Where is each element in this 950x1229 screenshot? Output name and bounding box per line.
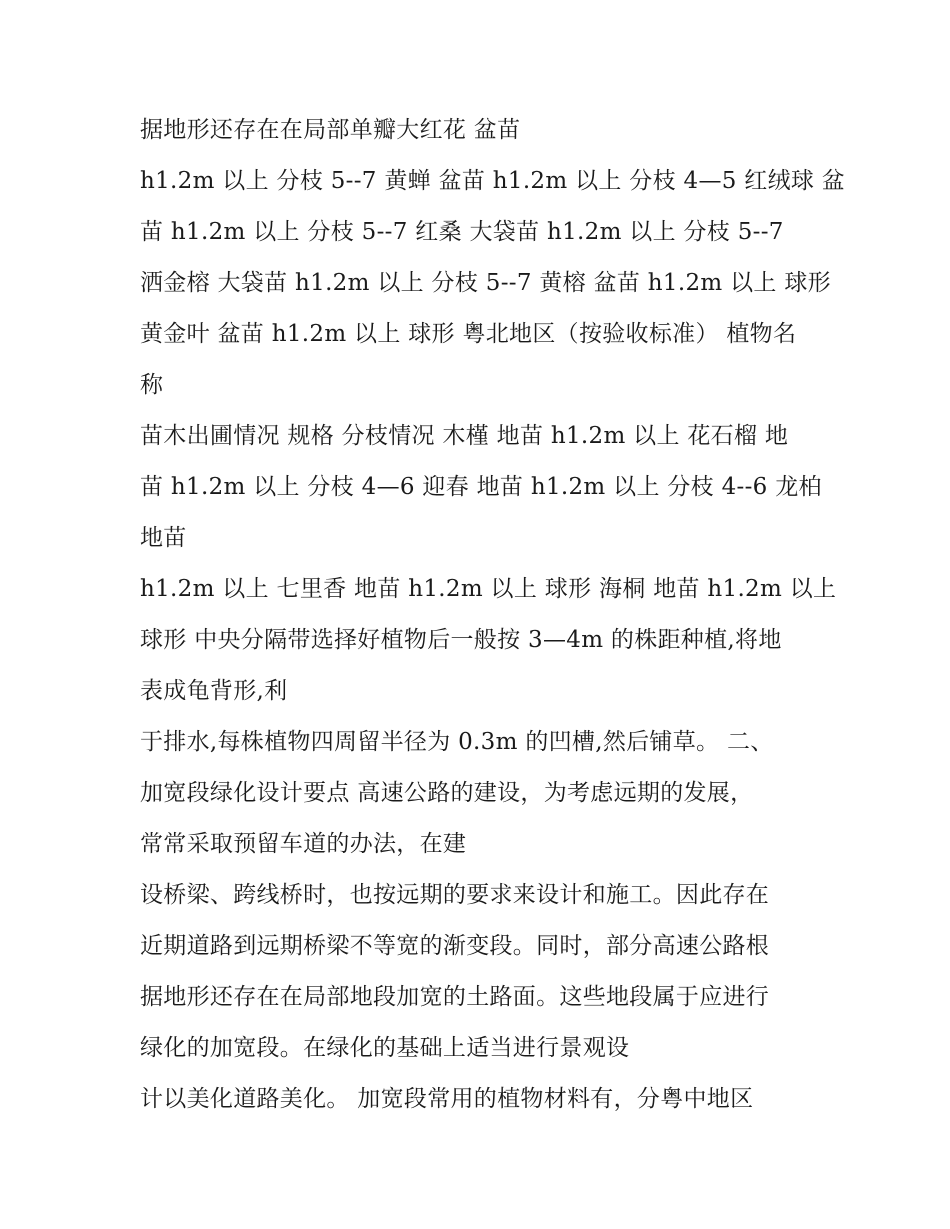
text-line-1: 据地形还存在在局部单瓣大红花 盆苗 — [140, 117, 521, 143]
text-line-3: 苗 h1.2m 以上 分枝 5--7 红桑 大袋苗 h1.2m 以上 分枝 5--7 — [140, 219, 784, 245]
text-line-20: 计以美化道路美化。 加宽段常用的植物材料有，分粤中地区 — [140, 1086, 754, 1112]
text-line-8: 苗 h1.2m 以上 分枝 4—6 迎春 地苗 h1.2m 以上 分枝 4--6 龙柏 — [140, 474, 822, 500]
text-line-9: 地苗 — [140, 525, 187, 551]
text-line-15: 常常采取预留车道的办法，在建 — [140, 831, 467, 857]
text-line-18: 据地形还存在在局部地段加宽的土路面。这些地段属于应进行 — [140, 984, 770, 1010]
text-line-12: 表成龟背形,利 — [140, 678, 288, 704]
text-line-16: 设桥梁、跨线桥时，也按远期的要求来设计和施工。因此存在 — [140, 882, 770, 908]
text-line-19: 绿化的加宽段。在绿化的基础上适当进行景观设 — [140, 1035, 630, 1061]
text-line-17: 近期道路到远期桥梁不等宽的渐变段。同时，部分高速公路根 — [140, 933, 770, 959]
text-line-14: 加宽段绿化设计要点 高速公路的建设，为考虑远期的发展， — [140, 780, 754, 806]
text-line-4: 洒金榕 大袋苗 h1.2m 以上 分枝 5--7 黄榕 盆苗 h1.2m 以上 球形 — [140, 270, 831, 296]
text-line-6: 称 — [140, 372, 164, 398]
text-line-13: 于排水,每株植物四周留半径为 0.3m 的凹槽,然后铺草。 二、 — [140, 729, 774, 755]
text-line-2: h1.2m 以上 分枝 5--7 黄蝉 盆苗 h1.2m 以上 分枝 4—5 红绒球 盆 — [140, 168, 846, 194]
text-line-11: 球形 中央分隔带选择好植物后一般按 3—4m 的株距种植,将地 — [140, 627, 782, 653]
text-line-10: h1.2m 以上 七里香 地苗 h1.2m 以上 球形 海桐 地苗 h1.2m 以上 — [140, 576, 837, 602]
body-text — [140, 105, 846, 1125]
text-line-7: 苗木出圃情况 规格 分枝情况 木槿 地苗 h1.2m 以上 花石榴 地 — [140, 423, 789, 449]
text-line-5: 黄金叶 盆苗 h1.2m 以上 球形 粤北地区（按验收标准） 植物名 — [140, 321, 797, 347]
